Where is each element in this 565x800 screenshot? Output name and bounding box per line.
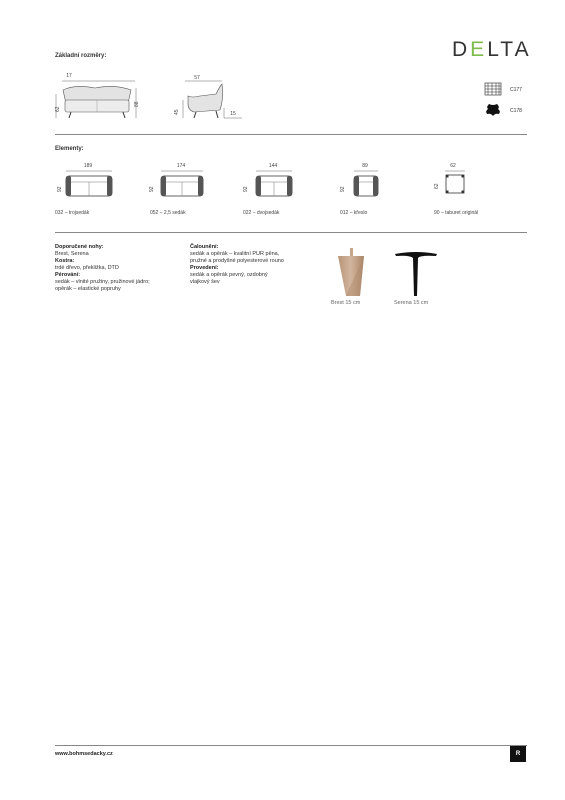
serena-leg-caption: Serena 15 cm: [394, 300, 429, 306]
finish-text: sedák a opěrák pevný, ozdobný: [190, 272, 268, 278]
element-caption: 012 – křeslo: [340, 210, 368, 216]
serena-leg-image: [392, 246, 440, 298]
upholstery-heading: Čalounění:: [190, 244, 219, 250]
element-depth-label: 92: [57, 186, 63, 192]
sofa-height-right-label: 88: [134, 101, 140, 107]
element-depth-label: 92: [243, 186, 249, 192]
specs-column-right: [190, 244, 330, 286]
element-width-label: 89: [362, 163, 368, 169]
sofa-front-drawing: [55, 80, 145, 122]
upholstery-text: sedák a opěrák – kvalitní PUR pěna,: [190, 251, 280, 257]
logo-part2: LTA: [487, 38, 532, 61]
finish-heading: Provedení:: [190, 265, 219, 271]
legs-text: Brest, Serena: [55, 251, 89, 257]
finish-text: vlajkový šev: [190, 279, 220, 285]
divider: [55, 134, 527, 135]
element-depth-label: 92: [149, 186, 155, 192]
element-width-label: 62: [450, 163, 456, 169]
elements-title: Elementy:: [55, 146, 84, 152]
logo-part1: D: [452, 38, 471, 61]
frame-heading: Kostra:: [55, 258, 75, 264]
divider: [55, 232, 527, 233]
element-25-sedak-drawing: [159, 170, 205, 200]
website-link[interactable]: www.bohmsedacky.cz: [55, 751, 113, 757]
legs-heading: Doporučené nohy:: [55, 244, 104, 250]
springs-text: sedák – vlnité pružiny, pružinové jádro;: [55, 279, 150, 285]
seat-height-label: 45: [174, 109, 180, 115]
element-width-label: 144: [268, 163, 278, 169]
springs-text: opěrák – elastické popruhy: [55, 286, 121, 292]
sofa-height-left-label: 62: [55, 106, 61, 112]
fabric-pattern-icon: [484, 82, 502, 96]
sofa-width-label: 17: [66, 73, 72, 79]
element-dvojsedak-drawing: [254, 170, 294, 200]
brest-leg-image: [334, 244, 368, 298]
brest-leg-caption: Brest 15 cm: [331, 300, 361, 306]
swatch-code-c177: C177: [510, 87, 522, 93]
leather-hide-icon: [484, 102, 502, 118]
element-width-label: 174: [176, 163, 186, 169]
element-kreslo-drawing: [352, 170, 380, 200]
element-trojsedak-drawing: [64, 170, 114, 200]
element-caption: 022 – dvojsedák: [243, 210, 280, 216]
element-width-label: 189: [83, 163, 93, 169]
frame-text: trdé dřevo, překližka, DTD: [55, 265, 119, 271]
springs-heading: Pérování:: [55, 272, 81, 278]
leg-height-label: 15: [230, 111, 236, 117]
brand-logo: [452, 38, 532, 62]
element-depth-label: 62: [434, 183, 440, 189]
upholstery-text: pružné a prodyšné polyesterové rouno: [190, 258, 284, 264]
logo-accent: E: [470, 38, 488, 61]
element-caption: 052 – 2,5 sedák: [150, 210, 186, 216]
element-caption: 90 – taburet originál: [434, 210, 479, 216]
side-depth-label: 57: [194, 75, 200, 81]
specs-column-left: [55, 244, 185, 293]
element-taburet-drawing: [443, 170, 467, 196]
swatch-code-c178: C178: [510, 108, 522, 114]
element-depth-label: 92: [340, 186, 346, 192]
basic-dimensions-title: Základní rozměry:: [55, 53, 107, 59]
page-badge: R: [510, 746, 526, 762]
element-caption: 032 – trojsedák: [55, 210, 90, 216]
footer-divider: [55, 745, 527, 746]
